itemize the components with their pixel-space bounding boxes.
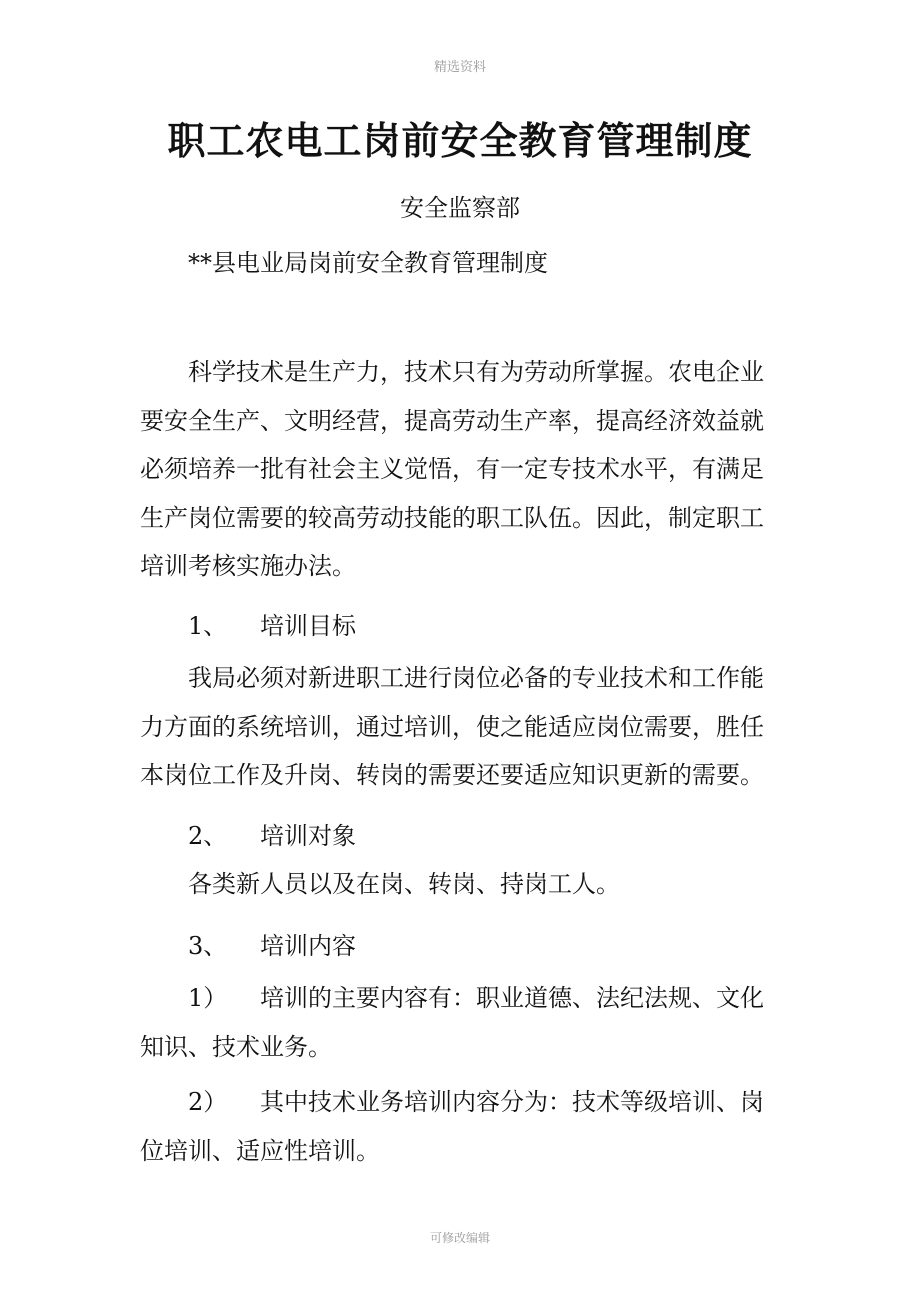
content-item-1 xyxy=(140,974,785,1071)
section-title: 培训对象 xyxy=(260,822,356,850)
section-heading-goal xyxy=(188,606,356,641)
section-title: 培训内容 xyxy=(260,932,356,960)
document-title: 职工农电工岗前安全教育管理制度 xyxy=(167,118,753,163)
intro-paragraph: 科学技术是生产力，技术只有为劳动所掌握。农电企业要安全生产、文明经营，提高劳动生产率，提高经济效益就必须培养一批有社会主义觉悟，有一定专技术水平，有满足生产岗位需要的较高劳动技能的职工队伍。因此，制定职工培训考核实施办法。 xyxy=(140,358,764,580)
target-paragraph: 各类新人员以及在岗、转岗、持岗工人。 xyxy=(188,870,620,898)
header-note: 精选资料 xyxy=(433,60,486,75)
section-number: 2、 xyxy=(188,822,228,850)
content-item-number: 1） xyxy=(188,984,228,1012)
section-heading-content xyxy=(188,926,356,961)
document-subtitle: **县电业局岗前安全教育管理制度 xyxy=(188,249,548,277)
section-number: 3、 xyxy=(188,932,228,960)
content-item-text: 其中技术业务培训内容分为：技术等级培训、岗位培训、适应性培训。 xyxy=(140,1088,764,1165)
goal-paragraph: 我局必须对新进职工进行岗位必备的专业技术和工作能力方面的系统培训，通过培训，使之能适应岗位需要，胜任本岗位工作及升岗、转岗的需要还要适应知识更新的需要。 xyxy=(140,664,764,789)
content-item-2 xyxy=(140,1078,785,1175)
content-item-text: 培训的主要内容有：职业道德、法纪法规、文化知识、技术业务。 xyxy=(140,984,764,1061)
department-name: 安全监察部 xyxy=(400,194,520,222)
section-heading-target xyxy=(188,816,356,851)
footer-note: 可修改编辑 xyxy=(429,1231,490,1245)
section-number: 1、 xyxy=(188,612,228,640)
section-title: 培训目标 xyxy=(260,612,356,640)
content-item-number: 2） xyxy=(188,1088,228,1116)
